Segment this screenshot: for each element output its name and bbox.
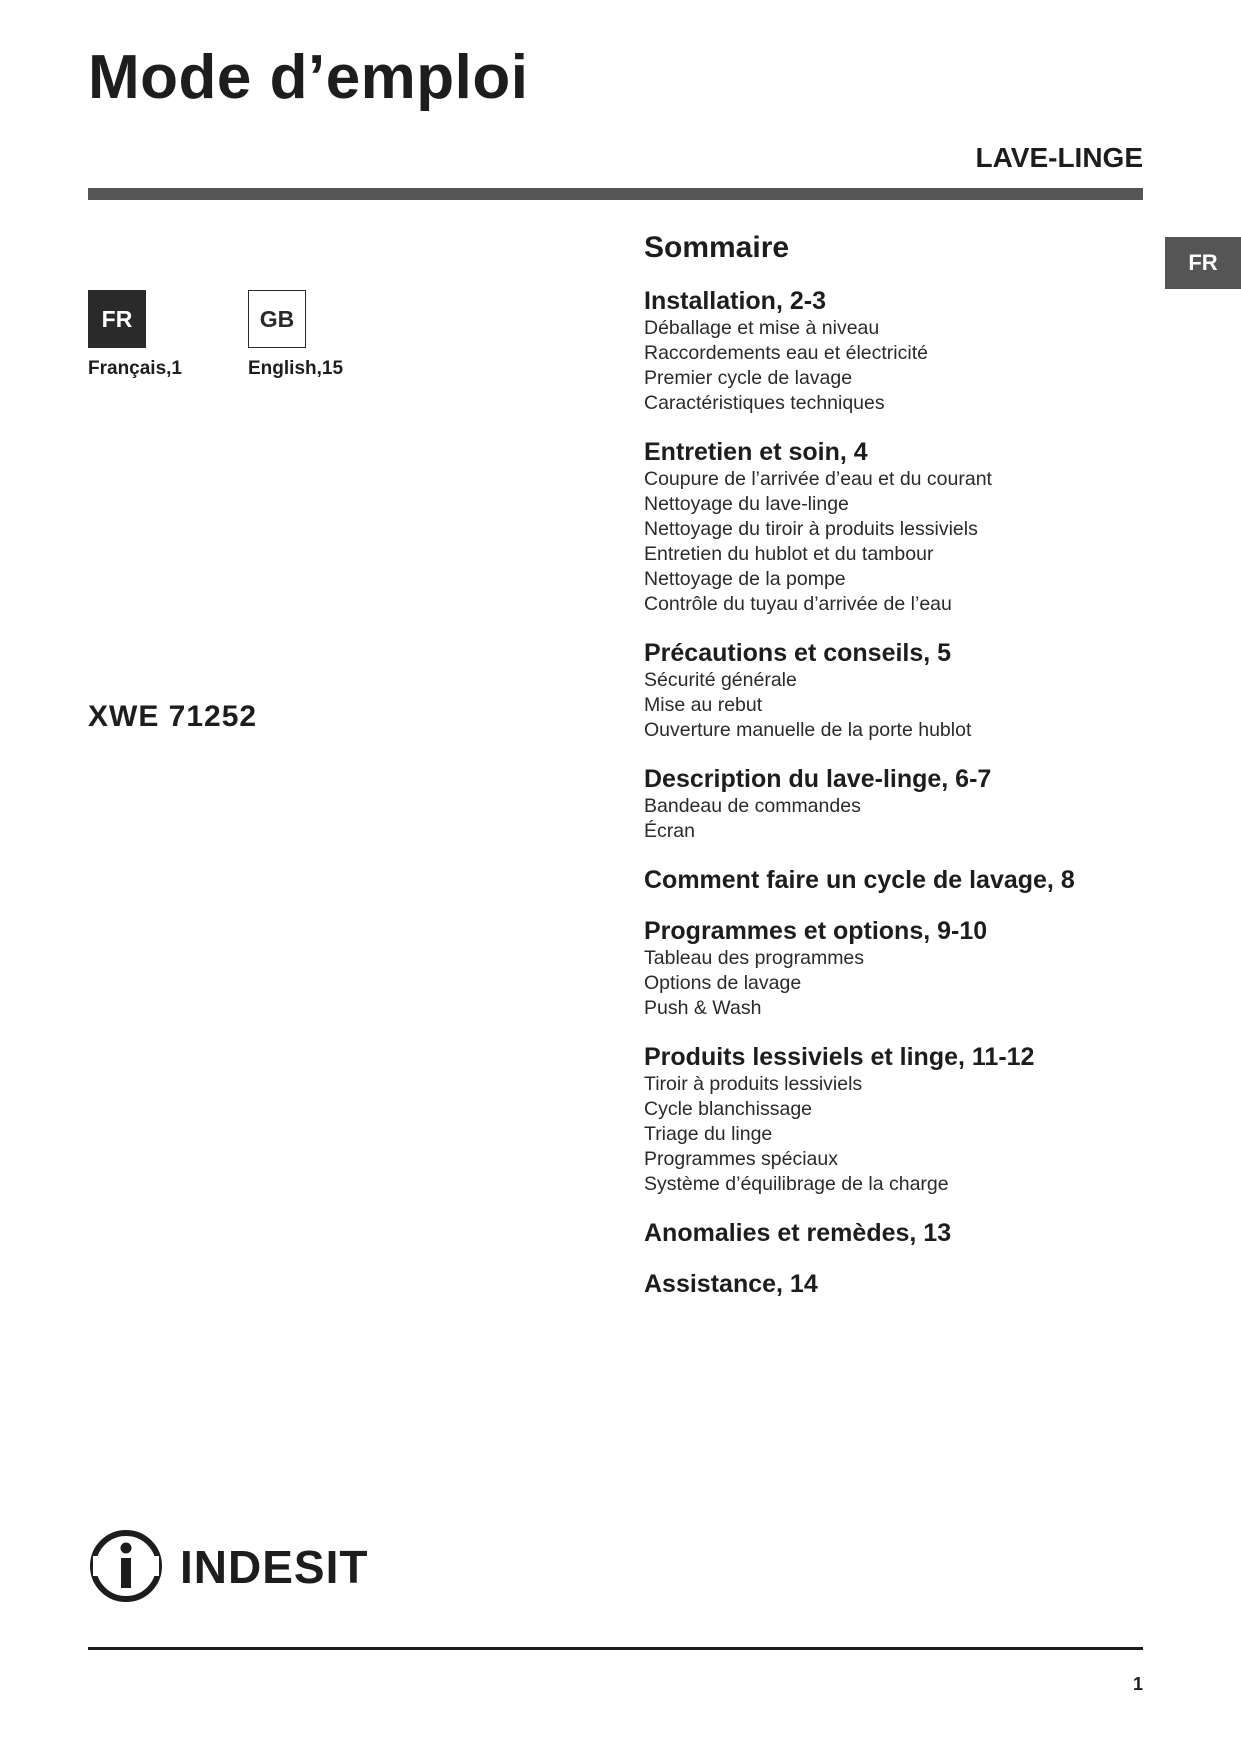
toc-section <box>644 638 1144 743</box>
toc-item[interactable]: Push & Wash <box>644 997 762 1019</box>
page-number: 1 <box>1132 1674 1143 1694</box>
toc-item[interactable]: Bandeau de commandes <box>644 795 861 817</box>
toc-section <box>644 764 1144 844</box>
toc-section-heading[interactable]: Description du lave-linge, 6-7 <box>644 765 992 793</box>
toc-section-list <box>644 286 1144 1299</box>
indesit-logo <box>88 1528 388 1604</box>
product-type-label: LAVE-LINGE <box>975 142 1143 173</box>
header-divider <box>88 188 1143 200</box>
toc-item[interactable]: Sécurité générale <box>644 669 797 691</box>
toc-item[interactable]: Système d’équilibrage de la charge <box>644 1173 949 1195</box>
toc-section-heading[interactable]: Entretien et soin, 4 <box>644 438 868 466</box>
toc-item[interactable]: Contrôle du tuyau d’arrivée de l’eau <box>644 593 952 615</box>
toc-item[interactable]: Premier cycle de lavage <box>644 367 853 389</box>
toc-item[interactable]: Nettoyage du lave-linge <box>644 493 849 515</box>
toc-item[interactable]: Tableau des programmes <box>644 947 865 969</box>
footer-divider <box>88 1647 1143 1650</box>
language-fr-badge[interactable]: FR <box>88 290 146 348</box>
toc-item[interactable]: Nettoyage du tiroir à produits lessiviels <box>644 518 978 540</box>
toc-section <box>644 1218 1144 1248</box>
language-fr-label[interactable]: Français,1 <box>88 358 182 379</box>
toc-item[interactable]: Mise au rebut <box>644 694 763 716</box>
toc-item[interactable]: Déballage et mise à niveau <box>644 317 880 339</box>
toc-section-heading[interactable]: Produits lessiviels et linge, 11-12 <box>644 1043 1035 1071</box>
logo-wordmark: INDESIT <box>180 1541 369 1593</box>
toc-item[interactable]: Tiroir à produits lessiviels <box>644 1073 863 1095</box>
toc-section-heading[interactable]: Comment faire un cycle de lavage, 8 <box>644 866 1075 894</box>
toc-item[interactable]: Caractéristiques techniques <box>644 392 885 414</box>
toc-section <box>644 916 1144 1021</box>
toc-section <box>644 1269 1144 1299</box>
toc-section <box>644 437 1144 617</box>
toc-item[interactable]: Programmes spéciaux <box>644 1148 838 1170</box>
toc-section-heading[interactable]: Installation, 2-3 <box>644 287 826 315</box>
toc-item[interactable]: Coupure de l’arrivée d’eau et du courant <box>644 468 992 490</box>
language-side-tab: FR <box>1165 237 1241 289</box>
toc-item[interactable]: Écran <box>644 820 695 842</box>
toc-section <box>644 1042 1144 1197</box>
toc-section <box>644 286 1144 416</box>
table-of-contents <box>644 228 1144 1320</box>
toc-title: Sommaire <box>644 231 790 264</box>
language-gb-badge[interactable]: GB <box>248 290 306 348</box>
toc-item[interactable]: Raccordements eau et électricité <box>644 342 928 364</box>
toc-item[interactable]: Triage du linge <box>644 1123 773 1145</box>
toc-item[interactable]: Options de lavage <box>644 972 802 994</box>
toc-section <box>644 865 1144 895</box>
toc-section-heading[interactable]: Précautions et conseils, 5 <box>644 639 952 667</box>
model-number: XWE 71252 <box>88 700 258 733</box>
toc-item[interactable]: Ouverture manuelle de la porte hublot <box>644 719 972 741</box>
toc-item[interactable]: Nettoyage de la pompe <box>644 568 846 590</box>
toc-section-heading[interactable]: Assistance, 14 <box>644 1270 818 1298</box>
language-gb-label[interactable]: English,15 <box>248 358 344 379</box>
document-title: Mode d’emploi <box>88 43 529 112</box>
toc-section-heading[interactable]: Programmes et options, 9-10 <box>644 917 988 945</box>
toc-item[interactable]: Cycle blanchissage <box>644 1098 813 1120</box>
toc-item[interactable]: Entretien du hublot et du tambour <box>644 543 934 565</box>
toc-section-heading[interactable]: Anomalies et remèdes, 13 <box>644 1219 952 1247</box>
